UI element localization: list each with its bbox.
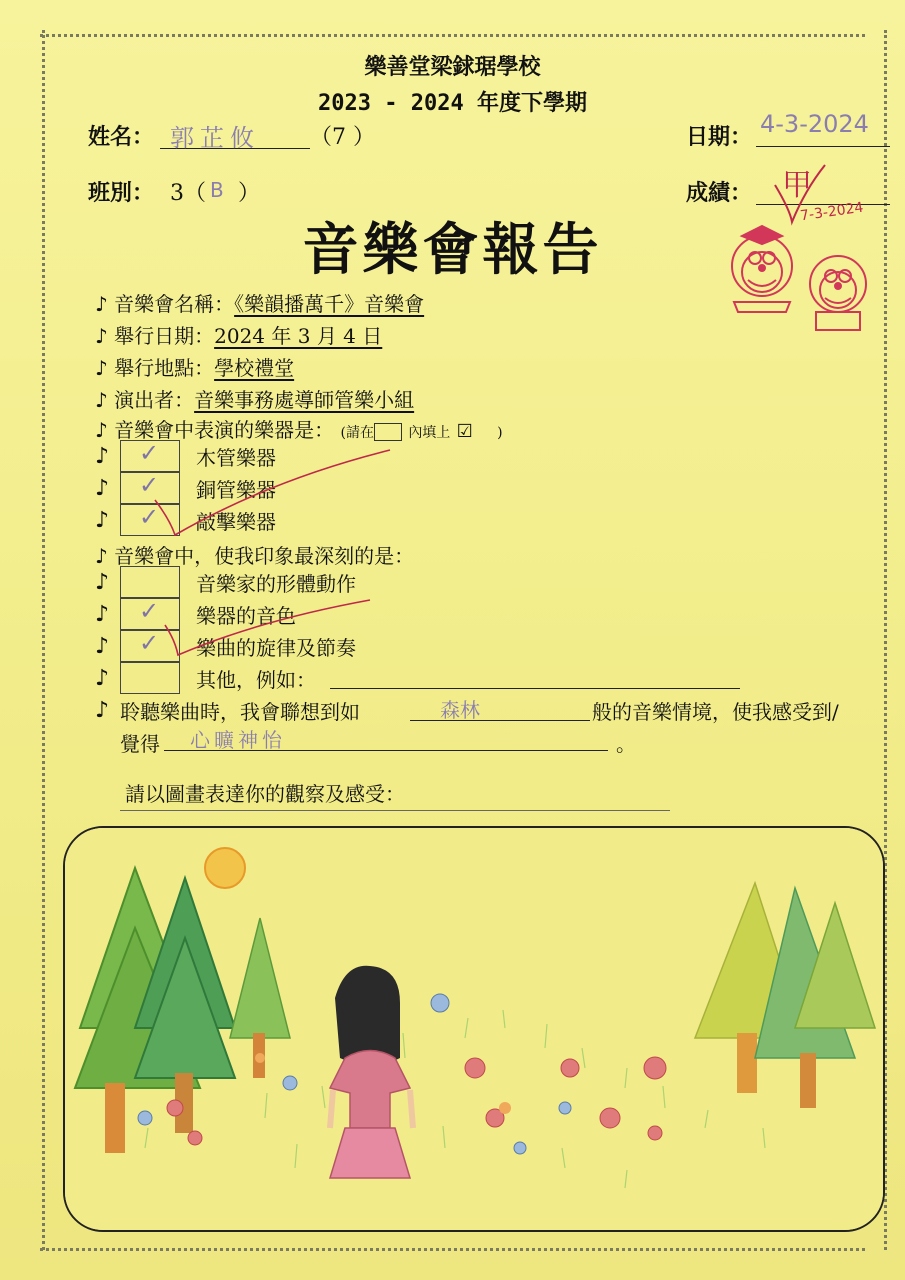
bullet-icon: ♪: [95, 418, 108, 442]
top-perforation: [40, 34, 865, 37]
class-close: ）: [238, 181, 261, 206]
check-icon: ✓: [139, 629, 160, 657]
info-value: 音樂事務處導師管樂小組: [194, 388, 415, 412]
date-line: [756, 146, 890, 147]
name-label: 姓名：: [88, 124, 155, 150]
info-value: 2024 年 3 月 4 日: [214, 324, 383, 348]
hint-fill: 內填上: [408, 425, 451, 441]
bottom-perforation: [40, 1248, 865, 1251]
bullet-icon: ♪: [95, 388, 108, 412]
instrument-label: 木管樂器: [196, 446, 276, 470]
doraemon-stamp-icon: [798, 248, 878, 334]
check-icon: ✓: [139, 503, 160, 531]
bullet-icon: ♪: [95, 292, 108, 316]
info-row-concert-name: [95, 288, 424, 317]
school-name: 樂善堂梁銶琚學校: [364, 54, 541, 80]
class-value: 3（: [170, 181, 206, 206]
prompt-line: [120, 810, 670, 811]
forest-girl-drawing: [65, 828, 883, 1230]
association-suffix: 般的音樂情境，使我感受到/: [592, 700, 839, 724]
info-value: 學校禮堂: [214, 356, 295, 380]
impression-label: 音樂家的形體動作: [196, 572, 356, 596]
name-number: （7 ）: [310, 125, 375, 150]
class-section: B: [210, 178, 224, 202]
impression-label: 樂曲的旋律及節奏: [196, 636, 356, 660]
sun-icon: [205, 848, 245, 888]
drawing-prompt: 請以圖畫表達你的觀察及感受：: [125, 782, 405, 806]
teacher-tick-mark: [160, 595, 380, 665]
info-row-date: [95, 320, 382, 349]
date-value: 4-3-2024: [760, 110, 869, 138]
feeling-value: 心曠神怡: [190, 728, 286, 752]
hint-box: [374, 423, 402, 441]
info-row-performers: [95, 384, 414, 413]
association-line: [410, 720, 590, 721]
info-value: 《樂韻播萬千》音樂會: [234, 292, 425, 316]
info-label: 舉行日期：: [114, 324, 215, 348]
impression-question: [95, 540, 414, 569]
checkbox-other[interactable]: [120, 662, 180, 694]
question-text: 音樂會中，使我印象最深刻的是：: [114, 544, 415, 568]
name-value: 郭芷攸: [170, 124, 260, 152]
report-title: 音樂會報告: [302, 217, 603, 283]
check-icon: ✓: [139, 597, 160, 625]
teacher-tick-mark: [150, 440, 400, 540]
impression-label: 其他，例如：: [196, 668, 316, 692]
hint-open: (請在: [340, 425, 374, 441]
check-icon: ✓: [139, 439, 160, 467]
other-answer-line: [330, 688, 740, 689]
instrument-label: 銅管樂器: [196, 478, 276, 502]
bullet-icon: ♪: [95, 666, 110, 691]
bullet-icon: ♪: [95, 324, 108, 348]
bullet-icon: ♪: [95, 602, 110, 627]
bullet-icon: ♪: [95, 544, 108, 568]
instrument-label: 敲擊樂器: [196, 510, 276, 534]
term-label: 2023 - 2024 年度下學期: [318, 91, 587, 116]
checkbox-musician-movement[interactable]: [120, 566, 180, 598]
info-label: 音樂會名稱：: [114, 292, 235, 316]
bullet-icon: ♪: [95, 356, 108, 380]
feeling-prefix: 覺得: [120, 732, 160, 756]
grade-date: 7-3-2024: [799, 199, 865, 225]
drawing-frame: [63, 826, 885, 1232]
checkbox-example-icon: ☑: [456, 421, 473, 442]
bullet-icon: ♪: [95, 444, 110, 469]
association-value: 森林: [440, 698, 480, 722]
grade-label: 成績：: [686, 180, 753, 206]
hint-close: ): [497, 425, 503, 441]
impression-label: 樂器的音色: [196, 604, 296, 628]
doraemon-stamp-icon: [722, 222, 802, 314]
info-label: 舉行地點：: [114, 356, 215, 380]
bullet-icon: ♪: [95, 508, 110, 533]
info-label: 演出者：: [114, 388, 195, 412]
check-icon: ✓: [139, 471, 160, 499]
date-label: 日期：: [686, 124, 753, 150]
grade-value: 甲: [782, 168, 812, 203]
info-row-venue: [95, 352, 294, 381]
feeling-suffix: 。: [616, 732, 636, 756]
bullet-icon: ♪: [95, 634, 110, 659]
association-prefix: 聆聽樂曲時，我會聯想到如: [120, 700, 360, 724]
class-label: 班別：: [88, 180, 155, 206]
bullet-icon: ♪: [95, 570, 110, 595]
bullet-icon: ♪: [95, 476, 110, 501]
bullet-icon: ♪: [95, 698, 110, 723]
question-text: 音樂會中表演的樂器是：: [114, 418, 335, 442]
